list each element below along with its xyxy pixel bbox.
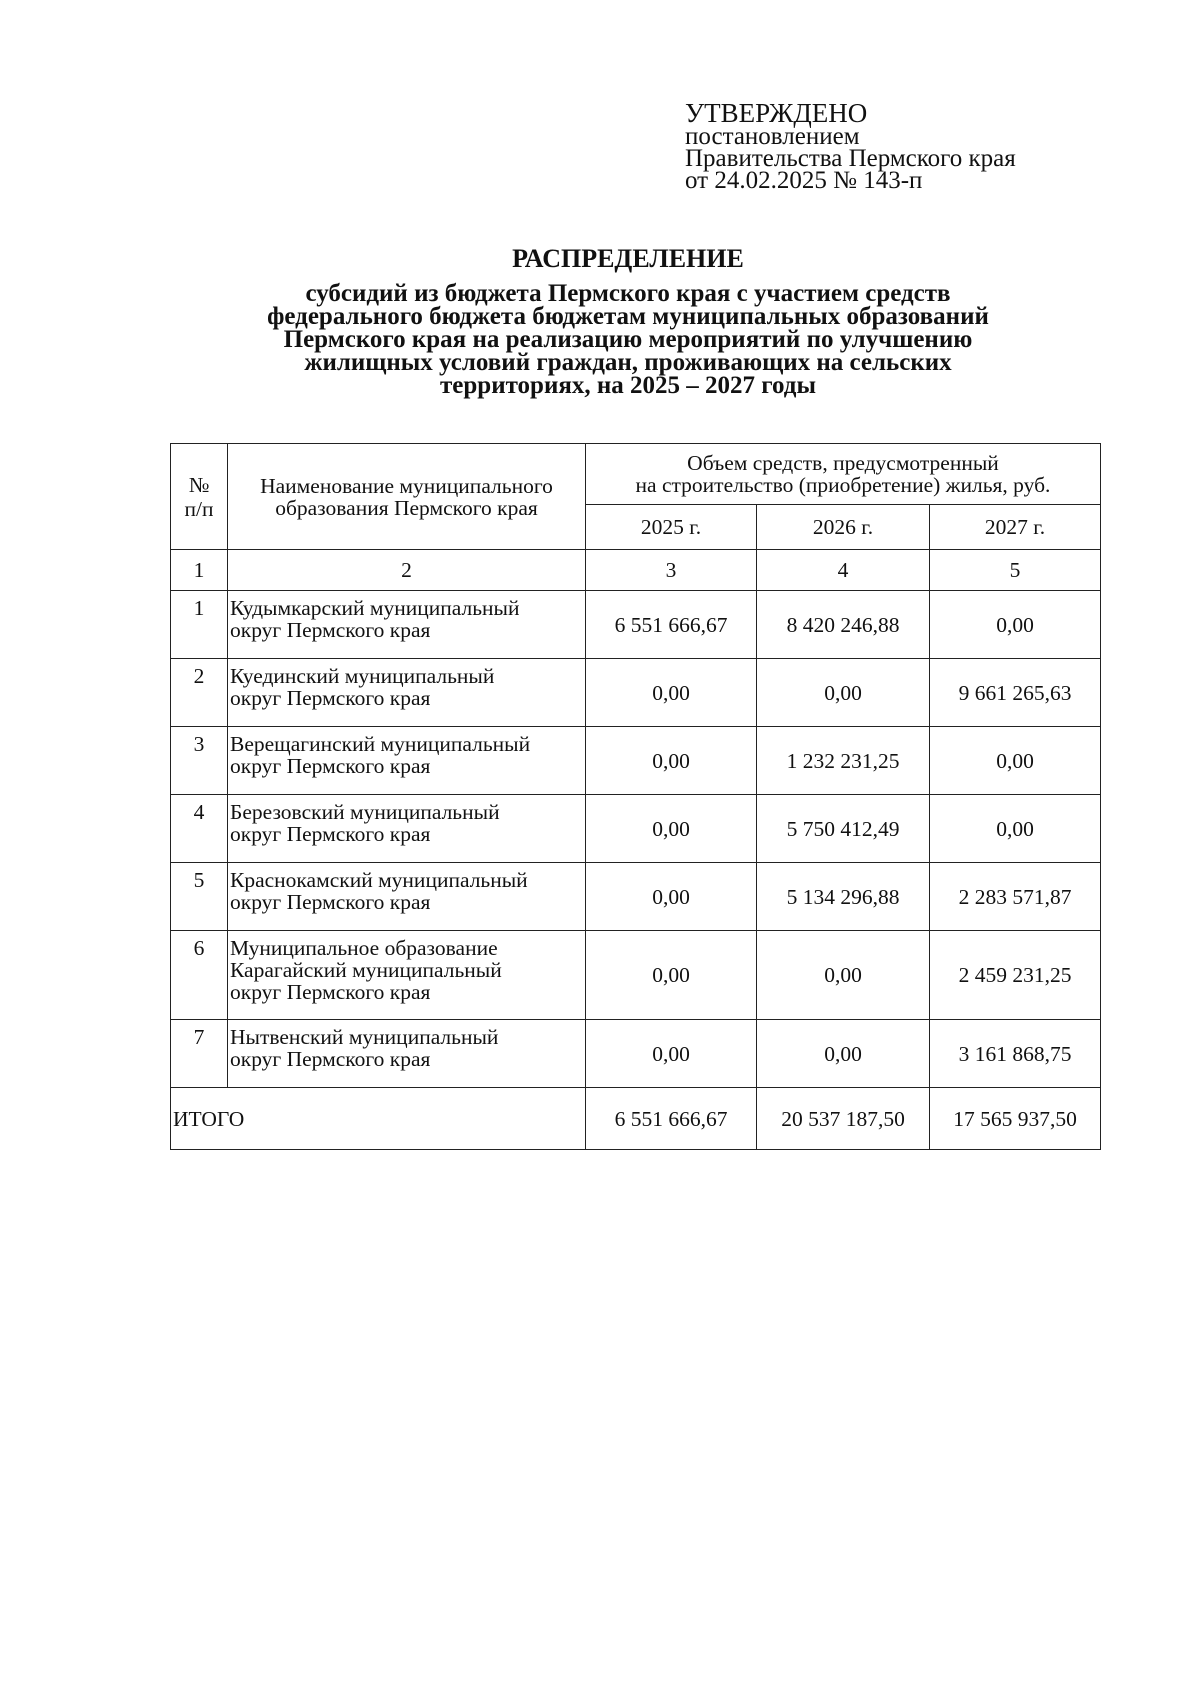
- row-name-line: округ Пермского края: [230, 822, 431, 846]
- row-value-2025: 0,00: [586, 659, 757, 727]
- distribution-table: [170, 443, 1101, 1150]
- row-name: [228, 1020, 586, 1088]
- row-value-2027: 0,00: [930, 591, 1101, 659]
- approval-line-2: Правительства Пермского края: [685, 145, 1016, 172]
- row-value-2027: 3 161 868,75: [930, 1020, 1101, 1088]
- row-name: [228, 727, 586, 795]
- subtitle-line: Пермского края на реализацию мероприятий по улучшению: [283, 326, 973, 353]
- header-num: [171, 444, 228, 550]
- table-row: [171, 931, 1101, 1020]
- table-row: [171, 727, 1101, 795]
- table-row: [171, 659, 1101, 727]
- row-num: 1: [171, 591, 228, 659]
- row-value-2027: 0,00: [930, 727, 1101, 795]
- index-cell: 2: [228, 550, 586, 591]
- header-funds: [586, 444, 1101, 505]
- row-value-2026: 5 134 296,88: [757, 863, 930, 931]
- row-value-2026: 1 232 231,25: [757, 727, 930, 795]
- row-num: 3: [171, 727, 228, 795]
- subtitle-line: субсидий из бюджета Пермского края с участием средств: [305, 280, 951, 307]
- row-name-line: Нытвенский муниципальный: [230, 1025, 499, 1049]
- row-name-line: Верещагинский муниципальный: [230, 732, 531, 756]
- row-name: [228, 795, 586, 863]
- approval-stamp: УТВЕРЖДЕНО: [685, 98, 868, 128]
- table-total-row: [171, 1088, 1101, 1150]
- row-num: 5: [171, 863, 228, 931]
- row-value-2027: 0,00: [930, 795, 1101, 863]
- document-subtitle: [0, 282, 1200, 397]
- row-num: 2: [171, 659, 228, 727]
- row-name-line: округ Пермского края: [230, 980, 431, 1004]
- table-row: [171, 1020, 1101, 1088]
- header-name: [228, 444, 586, 550]
- index-cell: 1: [171, 550, 228, 591]
- total-value-2026: 20 537 187,50: [757, 1088, 930, 1150]
- row-num: 7: [171, 1020, 228, 1088]
- row-value-2026: 0,00: [757, 1020, 930, 1088]
- subtitle-line: федерального бюджета бюджетам муниципальных образований: [267, 303, 989, 330]
- subtitle-line: территориях, на 2025 – 2027 годы: [440, 372, 816, 399]
- header-year: 2027 г.: [930, 505, 1101, 550]
- approval-line-3: от 24.02.2025 № 143-п: [685, 167, 923, 194]
- table-row: [171, 591, 1101, 659]
- row-value-2026: 0,00: [757, 931, 930, 1020]
- row-name-line: округ Пермского края: [230, 890, 431, 914]
- header-num-line: п/п: [184, 496, 214, 521]
- row-name-line: Куединский муниципальный: [230, 664, 495, 688]
- row-value-2026: 0,00: [757, 659, 930, 727]
- row-name-line: округ Пермского края: [230, 618, 431, 642]
- header-num-line: №: [188, 472, 210, 497]
- row-value-2025: 0,00: [586, 795, 757, 863]
- header-name-line: образования Пермского края: [275, 495, 538, 520]
- total-value-2027: 17 565 937,50: [930, 1088, 1101, 1150]
- row-name-line: Березовский муниципальный: [230, 800, 500, 824]
- row-value-2027: 2 459 231,25: [930, 931, 1101, 1020]
- row-value-2026: 5 750 412,49: [757, 795, 930, 863]
- row-name-line: Карагайский муниципальный: [230, 958, 502, 982]
- approval-block: [685, 100, 1016, 192]
- approval-line-1: постановлением: [685, 123, 860, 150]
- row-name-line: округ Пермского края: [230, 754, 431, 778]
- row-name-line: округ Пермского края: [230, 686, 431, 710]
- row-value-2025: 0,00: [586, 863, 757, 931]
- table-index-row: [171, 550, 1101, 591]
- row-value-2025: 6 551 666,67: [586, 591, 757, 659]
- header-year: 2025 г.: [586, 505, 757, 550]
- index-cell: 4: [757, 550, 930, 591]
- subtitle-line: жилищных условий граждан, проживающих на сельских: [304, 349, 952, 376]
- row-name-line: округ Пермского края: [230, 1047, 431, 1071]
- row-name-line: Муниципальное образование: [230, 936, 498, 960]
- total-label: ИТОГО: [171, 1088, 586, 1150]
- row-value-2027: 9 661 265,63: [930, 659, 1101, 727]
- row-value-2026: 8 420 246,88: [757, 591, 930, 659]
- row-name: [228, 931, 586, 1020]
- row-name-line: Краснокамский муниципальный: [230, 868, 528, 892]
- row-name: [228, 863, 586, 931]
- row-value-2025: 0,00: [586, 727, 757, 795]
- row-num: 4: [171, 795, 228, 863]
- index-cell: 5: [930, 550, 1101, 591]
- document-heading: РАСПРЕДЕЛЕНИЕ: [512, 244, 744, 273]
- row-name: [228, 659, 586, 727]
- row-name: [228, 591, 586, 659]
- index-cell: 3: [586, 550, 757, 591]
- header-funds-line: на строительство (приобретение) жилья, руб.: [635, 473, 1051, 497]
- row-name-line: Кудымкарский муниципальный: [230, 596, 520, 620]
- header-year: 2026 г.: [757, 505, 930, 550]
- row-value-2025: 0,00: [586, 931, 757, 1020]
- total-value-2025: 6 551 666,67: [586, 1088, 757, 1150]
- table-header-row: [171, 444, 1101, 505]
- table-row: [171, 863, 1101, 931]
- header-name-line: Наименование муниципального: [260, 473, 553, 498]
- row-value-2027: 2 283 571,87: [930, 863, 1101, 931]
- row-num: 6: [171, 931, 228, 1020]
- row-value-2025: 0,00: [586, 1020, 757, 1088]
- table-row: [171, 795, 1101, 863]
- header-funds-line: Объем средств, предусмотренный: [687, 451, 999, 475]
